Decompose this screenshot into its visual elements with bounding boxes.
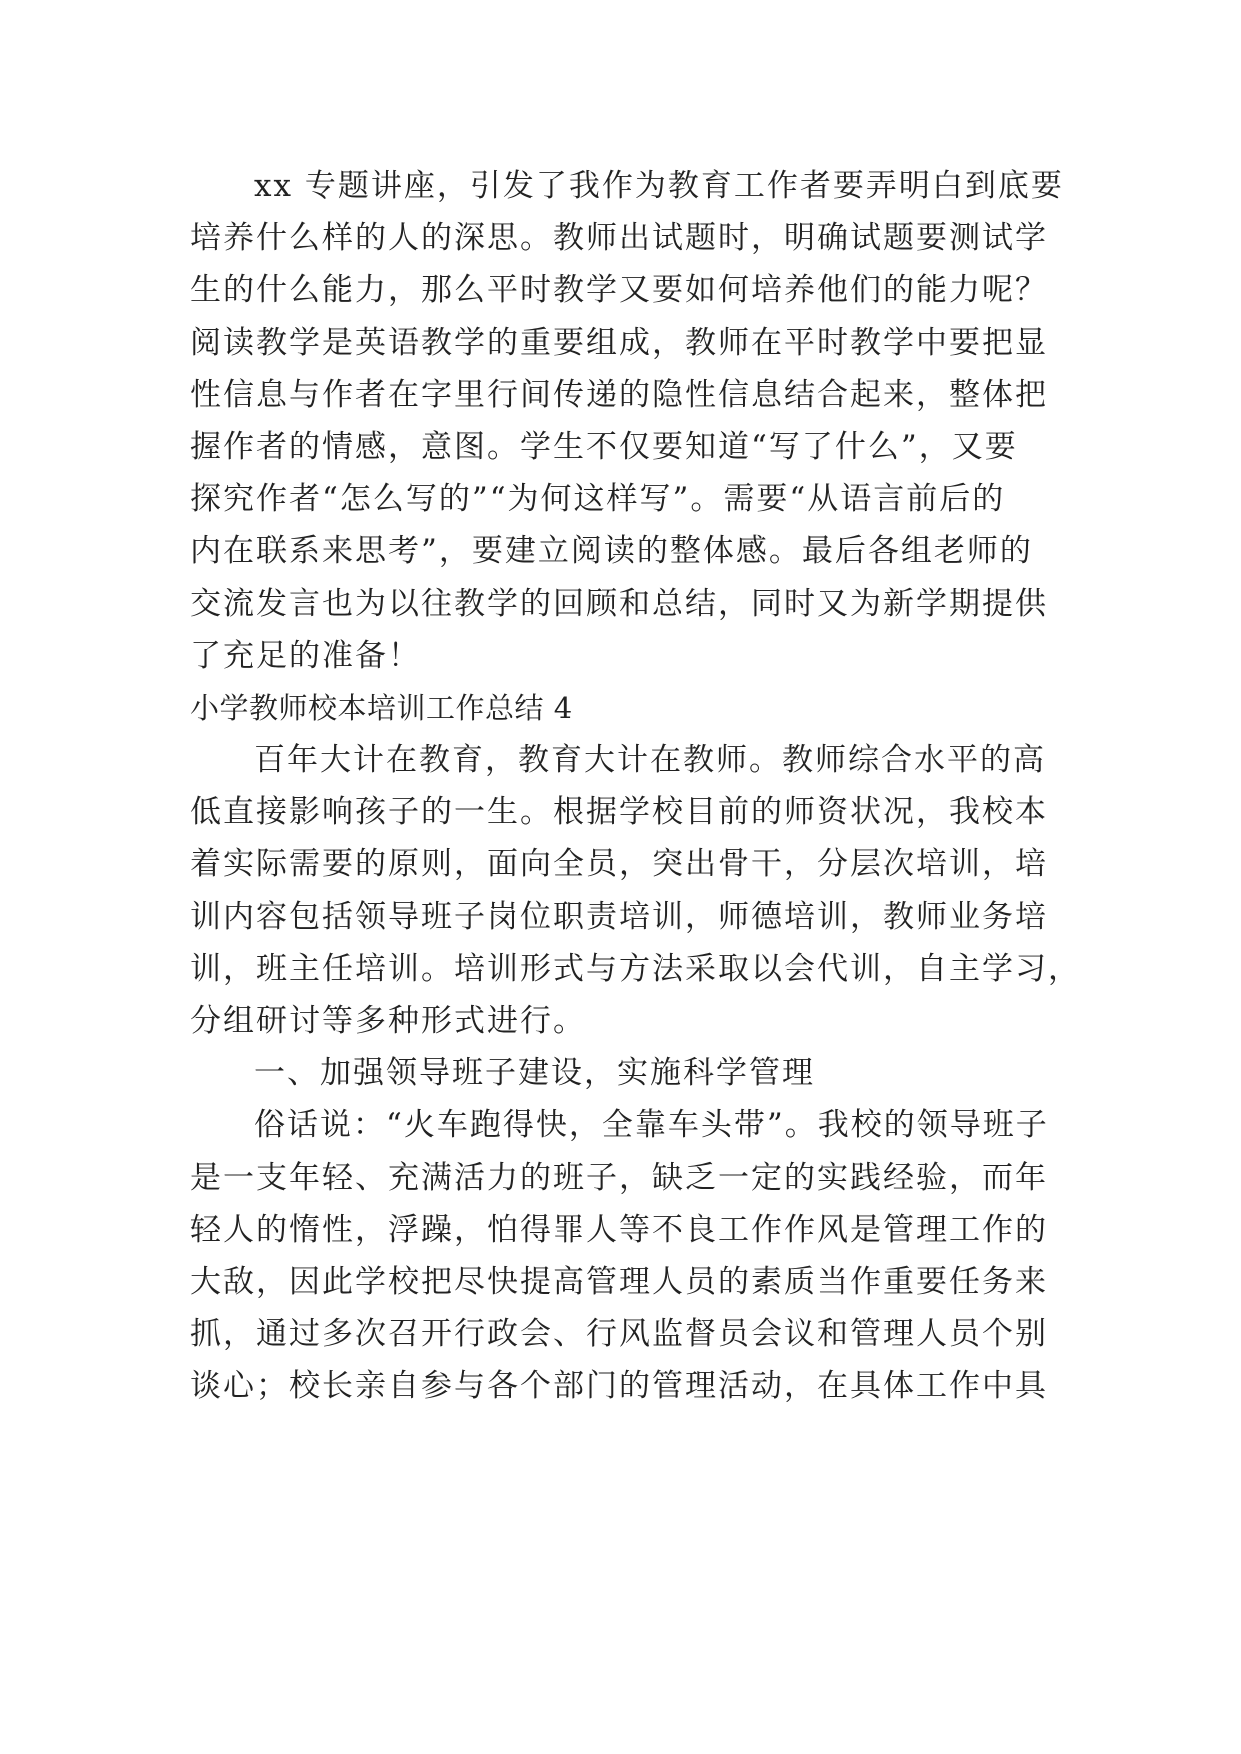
paragraph-line: 探究作者“怎么写的”“为何这样写”。需要“从语言前后的 (190, 481, 1006, 518)
paragraph-line: 俗话说：“火车跑得快，全靠车头带”。我校的领导班子 (254, 1107, 1049, 1144)
paragraph-line: 分组研讨等多种形式进行。 (190, 1003, 586, 1039)
paragraph-line: 培养什么样的人的深思。教师出试题时，明确试题要测试学 (190, 220, 1048, 257)
paragraph-line: 着实际需要的原则，面向全员，突出骨干，分层次培训，培 (190, 846, 1048, 883)
paragraph-line: 训，班主任培训。培训形式与方法采取以会代训，自主学习， (190, 950, 1081, 987)
paragraph-line: 生的什么能力，那么平时教学又要如何培养他们的能力呢？ (190, 272, 1048, 309)
paragraph-line: 低直接影响孩子的一生。根据学校目前的师资状况，我校本 (190, 794, 1048, 831)
paragraph-line: 阅读教学是英语教学的重要组成，教师在平时教学中要把显 (190, 324, 1048, 361)
paragraph-line: 握作者的情感，意图。学生不仅要知道“写了什么”，又要 (190, 428, 1018, 465)
paragraph-line: 谈心；校长亲自参与各个部门的管理活动，在具体工作中具 (190, 1368, 1048, 1405)
paragraph-line: 百年大计在教育，教育大计在教师。教师综合水平的高 (254, 742, 1046, 779)
paragraph-line: 训内容包括领导班子岗位职责培训，师德培训，教师业务培 (190, 898, 1048, 935)
document-body (190, 160, 1081, 1413)
paragraph-line: xx 专题讲座，引发了我作为教育工作者要弄明白到底要 (254, 168, 1064, 204)
paragraph-line: 性信息与作者在字里行间传递的隐性信息结合起来，整体把 (190, 376, 1048, 413)
paragraph-line: 内在联系来思考”，要建立阅读的整体感。最后各组老师的 (190, 533, 1033, 570)
paragraph-line: 交流发言也为以往教学的回顾和总结，同时又为新学期提供 (190, 585, 1048, 622)
paragraph-line: 抓，通过多次召开行政会、行风监督员会议和管理人员个别 (190, 1316, 1048, 1353)
paragraph-line: 大敌，因此学校把尽快提高管理人员的素质当作重要任务来 (190, 1263, 1048, 1300)
subsection-heading: 一、加强领导班子建设，实施科学管理 (254, 1055, 815, 1092)
paragraph-line: 是一支年轻、充满活力的班子，缺乏一定的实践经验，而年 (190, 1159, 1048, 1196)
paragraph-line: 轻人的惰性，浮躁，怕得罪人等不良工作作风是管理工作的 (190, 1211, 1048, 1248)
section-title: 小学教师校本培训工作总结 4 (190, 690, 573, 725)
paragraph-line: 了充足的准备！ (190, 637, 421, 674)
